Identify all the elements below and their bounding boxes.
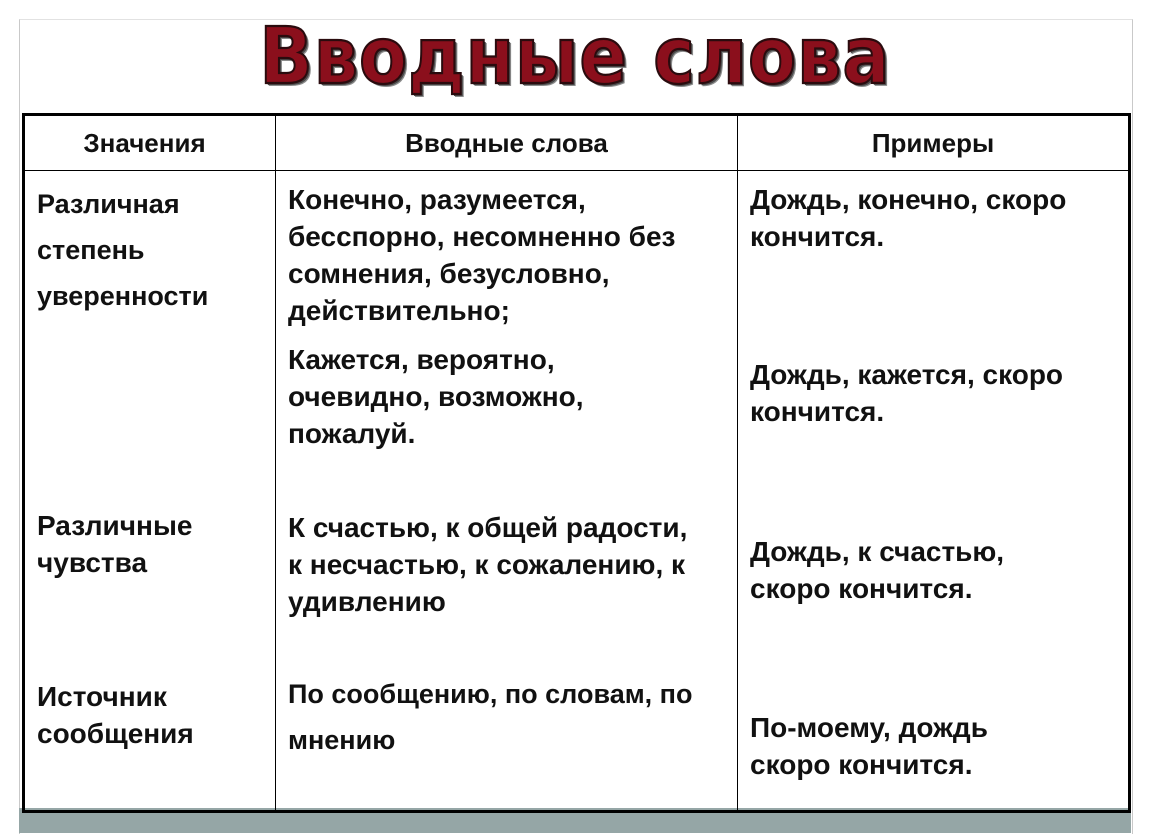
meaning-feelings: Различные чувства — [37, 510, 193, 578]
words-certainty: Конечно, разумеется, бесспорно, несомненно без сомнения, безусловно, действительно; — [288, 184, 676, 326]
meanings-cell — [24, 171, 276, 812]
words-probability: Кажется, вероятно, очевидно, возможно, пожалуй. — [288, 344, 584, 449]
example-source: По-моему, дождь скоро кончится. — [750, 712, 988, 780]
words-feelings: К счастью, к общей радости, к несчастью, к сожалению, к удивлению — [288, 512, 688, 617]
introductory-words-table — [22, 113, 1131, 813]
example-certainty: Дождь, конечно, скоро кончится. — [750, 184, 1067, 252]
page-title: Вводные слова — [259, 10, 891, 102]
header-meanings: Значения — [24, 115, 276, 171]
table-row — [24, 171, 1130, 812]
meaning-certainty: Различная степень уверенности — [37, 189, 209, 311]
words-source: По сообщению, по словам, по мнению — [288, 679, 693, 755]
example-feelings: Дождь, к счастью, скоро кончится. — [750, 536, 1005, 604]
table-header-row — [24, 115, 1130, 171]
words-cell — [276, 171, 738, 812]
meaning-source: Источник сообщения — [37, 681, 194, 749]
examples-cell — [738, 171, 1130, 812]
header-words: Вводные слова — [276, 115, 738, 171]
header-examples: Примеры — [738, 115, 1130, 171]
example-probability: Дождь, кажется, скоро кончится. — [750, 359, 1064, 427]
